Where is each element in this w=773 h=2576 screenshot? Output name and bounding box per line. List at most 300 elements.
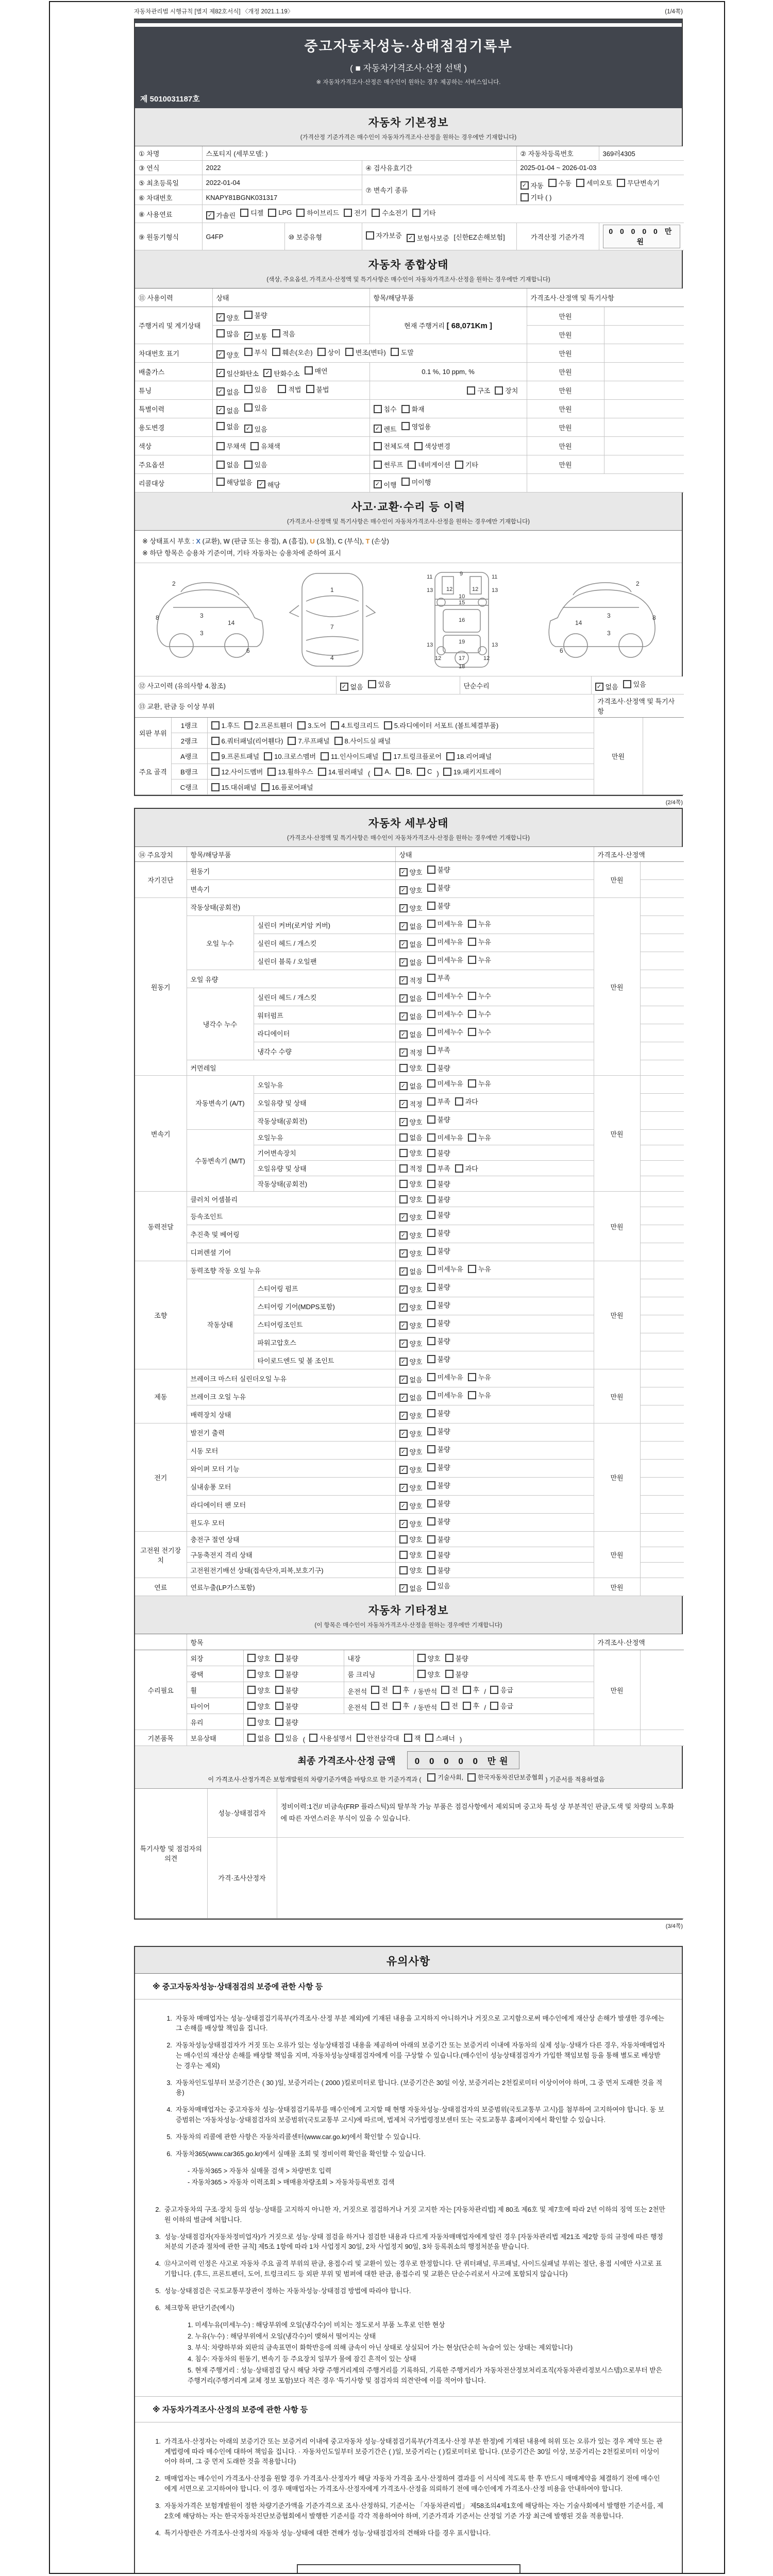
checkbox-과다[interactable] [455,1163,478,1173]
checkbox-없음[interactable] [399,1375,423,1384]
checkbox-있음[interactable] [368,679,391,689]
svg-text:8: 8 [652,614,656,621]
svg-text:2: 2 [635,580,640,587]
checkbox-누유[interactable] [468,1264,491,1274]
checkbox-양호[interactable] [399,1212,423,1222]
checkbox-5.라디에이터 서포트 (볼트체결부품)[interactable] [384,720,499,730]
checkbox-불량[interactable] [427,1318,450,1328]
checkbox-없음[interactable] [399,993,423,1003]
checkbox-양호[interactable] [399,1063,423,1073]
row-label: 내장 [344,1650,413,1666]
note-cell [604,381,684,400]
checkbox-도말[interactable] [391,347,414,357]
checkbox-box [368,680,376,688]
price-cell: 만원 [594,1369,640,1423]
checkbox-적정[interactable] [399,1047,423,1057]
checkbox-있음[interactable] [244,384,267,394]
item-label: 브레이크 오일 누유 [187,1387,395,1405]
checkbox-LPG[interactable] [268,209,292,217]
checkbox-가솔린[interactable] [206,210,236,220]
checkbox-label: 미세누유 [437,1392,463,1399]
checkbox-있음[interactable] [244,460,267,469]
checkbox-불량[interactable] [275,1701,298,1711]
checkbox-label: 미세누수 [437,1028,463,1036]
checkbox-불량[interactable] [427,1408,450,1418]
checkbox-box [288,737,296,745]
checkbox-label: 없음 [409,1013,423,1021]
checkbox-상이[interactable] [317,347,341,357]
checkbox-적정[interactable] [399,1099,423,1109]
checkbox-전기[interactable] [344,208,367,217]
checkbox-과다[interactable] [455,1096,478,1106]
checkbox-18.리어패널[interactable] [446,751,492,761]
checkbox-label: 양호 [409,1064,423,1072]
checkbox-미세누유[interactable] [427,1372,463,1382]
checkbox-label: 부식 [254,348,267,357]
checkbox-누유[interactable] [468,1372,491,1382]
checkbox-장치[interactable] [495,385,518,395]
checkbox-label: 양호 [257,1654,271,1663]
checkbox-썬루프[interactable] [374,460,404,469]
checkbox-전[interactable] [371,1685,388,1694]
base-price-value: 0 0 0 0 0 만원 [603,225,681,248]
checkbox-많음[interactable] [216,329,240,338]
checkbox-없음[interactable] [595,682,618,691]
checkbox-box [393,1702,401,1710]
checkbox-label: 후 [402,1702,410,1710]
caution-item: 3. 성능·상태점검자(자동차정비업자)가 거짓으로 성능·상태 점검을 하거나 점검한 내용과 다르게 자동차매매업자에게 알린 경우 [자동차관리법 제21조 제2항 등의 규정에 따른 행정처분의 기준과 절차에 관한 규칙] 제5조 1항에 따라 1차 사업정지 30일, 2차 사업정지 90일, 3차 등록취소의 행정처분을 받습니다. [155,2232,663,2251]
checkbox-불량[interactable] [427,1498,450,1508]
checkbox-label: 13.휠하우스 [278,768,313,776]
checkbox-1.후드[interactable] [211,720,240,730]
checkbox-기술사회,[interactable] [427,1773,463,1782]
checkbox-전[interactable] [441,1701,458,1710]
checkbox-없음[interactable] [399,1011,423,1021]
checkbox-양호[interactable] [399,1465,423,1475]
checkbox-box [455,1164,463,1173]
checkbox-렌트[interactable] [374,424,397,434]
checkbox-10.크로스멤버[interactable] [264,751,316,761]
item-label: 파워고압호스 [254,1333,395,1351]
checkbox-불량[interactable] [427,1228,450,1238]
checkbox-자가보증[interactable] [366,230,402,240]
checkbox-해당없음[interactable] [216,477,253,487]
detail-row [135,862,684,880]
checkbox-불량[interactable] [427,1063,450,1073]
checkbox-없음[interactable] [399,957,423,967]
checkbox-구조[interactable] [467,385,490,395]
checkbox-미세누수[interactable] [427,991,463,1001]
checkbox-label: 일산화탄소 [226,369,259,378]
checkbox-불량[interactable] [427,883,450,892]
checkbox-3.도어[interactable] [297,720,326,730]
field-value-vin: KNAPY81BGNK031317 [202,190,362,205]
checkbox-무단변속기[interactable] [617,178,660,188]
field-label: ① 차명 [135,146,202,161]
checkbox-label: 양호 [409,1322,423,1330]
checkbox-불량[interactable] [244,310,267,320]
checkbox-불량[interactable] [445,1653,468,1663]
item-label: 실내송풍 모터 [187,1478,395,1496]
checkbox-기타 ( )[interactable] [520,192,552,202]
checkbox-양호[interactable] [399,1320,423,1330]
col-header: 항목/해당부품 [369,289,527,307]
checkbox-없음[interactable] [399,1132,423,1142]
checkbox-불량[interactable] [427,865,450,874]
note-cell [640,1333,684,1351]
checkbox-box [576,179,584,187]
checkbox-14.필러패널[interactable] [318,767,363,776]
checkbox-해당[interactable] [257,480,280,489]
checkbox-box [216,329,225,337]
checkbox-양호[interactable] [399,1284,423,1294]
checkbox-미이행[interactable] [401,477,431,487]
checkbox-불량[interactable] [445,1669,468,1679]
checkbox-B,[interactable] [396,768,412,776]
checkbox-불량[interactable] [427,1336,450,1346]
checkbox-후[interactable] [463,1685,480,1694]
checkbox-수소전기[interactable] [372,208,408,217]
checkbox-불량[interactable] [275,1717,298,1727]
checkbox-box [211,737,220,745]
checkbox-box [427,1582,435,1590]
checkbox-없음[interactable] [216,387,240,397]
checkbox-box: ✓ [206,211,214,219]
checkbox-미세누수[interactable] [427,1009,463,1019]
item-label: 작동상태(공회전) [254,1176,395,1192]
checkbox-없음[interactable] [399,1029,423,1039]
checkbox-box [468,1373,476,1381]
checkbox-적법[interactable] [278,384,301,394]
price-header: 가격조사·산정액 및 특기사항 [594,694,684,718]
checkbox-label: 렌트 [383,425,397,433]
checkbox-없음[interactable] [399,939,423,949]
checkbox-양호[interactable] [399,1447,423,1456]
checkbox-양호[interactable] [399,1429,423,1438]
checkbox-누수[interactable] [468,1027,491,1037]
checkbox-안전삼각대[interactable] [357,1733,399,1743]
checkbox-양호[interactable] [399,1550,423,1560]
checkbox-디젤[interactable] [240,208,263,217]
warranty-type-checks [362,223,516,250]
checkbox-없음[interactable] [340,682,363,691]
checkbox-6.쿼터패널(리어휀다)[interactable] [211,736,283,745]
checkbox-스패너[interactable] [425,1733,455,1743]
checkbox-전[interactable] [371,1701,388,1710]
checkbox-label: 있음 [285,1734,298,1742]
checkbox-세미오토[interactable] [576,178,612,188]
checkbox-label: 양호 [409,1304,423,1312]
checkbox-8.사이드실 패널[interactable] [334,736,391,745]
caution-item: 3. 자동차가격은 보험개발원이 정한 차량기준가액을 기준가격으로 조사·산정하되, 기준서는 「자동차관리법」 제58조의4제1호에 해당하는 자는 기술사회에서 발행한 기준서를, 제2호에 해당하는 자는 한국자동차진단보증협회에서 발행한 기준서를 각각 적용하여야 하며, 기준가격과 기준서는 산정일 기준 가장 최근에 발행된 것을 적용합니다. [155,2501,664,2520]
checkbox-적정[interactable] [399,975,423,985]
detail-row [135,898,684,916]
inline-text: ) 기준서를 적용하였음 [545,1775,605,1783]
checkbox-영업용[interactable] [401,421,431,431]
checkbox-9.프론트패널[interactable] [211,751,260,761]
checkbox-label: 많음 [226,330,240,338]
checkbox-label: 불량 [437,1116,450,1124]
checkbox-label: 양호 [409,1412,423,1420]
checkbox-양호[interactable] [399,1565,423,1575]
checkbox-불량[interactable] [427,1534,450,1544]
checkbox-15.대쉬패널[interactable] [211,782,257,792]
checkbox-양호[interactable] [247,1653,271,1663]
checkbox-양호[interactable] [399,903,423,913]
checkbox-없음[interactable] [399,1393,423,1402]
checkbox-수동[interactable] [548,178,572,188]
checkbox-부식[interactable] [244,347,267,357]
checkbox-미세누유[interactable] [427,1078,463,1088]
document-frame [49,1,725,2574]
checkbox-양호[interactable] [247,1717,271,1727]
checkbox-양호[interactable] [399,1501,423,1511]
checkbox-적정[interactable] [399,1163,423,1173]
checkbox-불량[interactable] [427,1210,450,1219]
state-checks [395,1369,594,1387]
checkbox-변조(변타)[interactable] [345,347,386,357]
checkbox-잭[interactable] [404,1733,421,1743]
checkbox-탄화수소[interactable] [263,368,299,378]
checkbox-이행[interactable] [374,480,397,489]
checkbox-부족[interactable] [427,1096,450,1106]
cautions-title: 유의사항 [386,1955,431,1968]
checkbox-유채색[interactable] [250,441,280,451]
document-number: 제 5010031187호 [140,95,200,104]
checkbox-불량[interactable] [427,1300,450,1310]
checkbox-한국자동차진단보증협회[interactable] [467,1773,544,1782]
checkbox-C[interactable] [417,768,432,776]
checkbox-label: 누유 [478,1134,491,1142]
checkbox-사용설명서[interactable] [309,1733,352,1743]
checkbox-양호[interactable] [399,1534,423,1544]
checkbox-전체도색[interactable] [374,441,410,451]
checkbox-있음[interactable] [275,1733,298,1743]
price-cell: 만원 [594,1192,640,1261]
checkbox-17.트렁크플로어[interactable] [383,751,441,761]
checkbox-label: 누유 [478,938,491,946]
checkbox-미세누유[interactable] [427,1390,463,1400]
checkbox-16.플로어패널[interactable] [261,782,313,792]
checkbox-전[interactable] [441,1685,458,1694]
checkbox-누유[interactable] [468,1132,491,1142]
checkbox-양호[interactable] [399,1148,423,1158]
row-label: 주행거리 및 계기상태 [135,307,212,344]
checkbox-있음[interactable] [623,679,646,689]
checkbox-없음[interactable] [399,1081,423,1091]
checkbox-box: ✓ [257,480,265,488]
checkbox-box [399,1149,408,1157]
checkbox-없음[interactable] [399,1583,423,1593]
checkbox-box [247,1702,256,1710]
checkbox-적음[interactable] [272,329,295,338]
checkbox-불량[interactable] [427,1194,450,1204]
checkbox-box [427,1391,435,1399]
checkbox-미세누유[interactable] [427,919,463,928]
checkbox-양호[interactable] [247,1701,271,1711]
checkbox-양호[interactable] [247,1685,271,1695]
checkbox-box [371,1702,379,1710]
checkbox-있음[interactable] [427,1581,450,1590]
checkbox-19.패키지트레이[interactable] [443,767,501,776]
checkbox-box [427,1010,435,1018]
checkbox-12.사이드멤버[interactable] [211,767,263,776]
checkbox-7.루프패널[interactable] [288,736,329,745]
checkbox-미세누유[interactable] [427,1264,463,1274]
checkbox-누유[interactable] [468,937,491,946]
checkbox-양호[interactable] [399,1194,423,1204]
checkbox-불량[interactable] [275,1669,298,1679]
checkbox-없음[interactable] [216,460,240,469]
checkbox-기타[interactable] [455,460,478,469]
checkbox-불량[interactable] [275,1653,298,1663]
checkbox-미세누유[interactable] [427,1132,463,1142]
inline-text: ) [436,769,439,777]
checkbox-매연[interactable] [305,366,328,376]
checkbox-불량[interactable] [427,1462,450,1472]
checkbox-불량[interactable] [427,1114,450,1124]
checkbox-불량[interactable] [427,1282,450,1292]
checkbox-없음[interactable] [216,421,240,431]
checkbox-양호[interactable] [417,1669,441,1679]
checkbox-4.트렁크리드[interactable] [331,720,379,730]
checkbox-양호[interactable] [247,1669,271,1679]
checkbox-13.휠하우스[interactable] [267,767,313,776]
checkbox-있음[interactable] [244,403,267,413]
note-cell [640,1730,684,1746]
checkbox-하이브리드[interactable] [296,208,339,217]
checkbox-보통[interactable] [244,331,267,341]
checkbox-누수[interactable] [468,991,491,1001]
checkbox-양호[interactable] [399,1483,423,1493]
checkbox-후[interactable] [463,1701,480,1710]
checkbox-누유[interactable] [468,919,491,928]
checkbox-부족[interactable] [427,1045,450,1055]
checkbox-양호[interactable] [399,1338,423,1348]
checkbox-불량[interactable] [427,1565,450,1575]
checkbox-일산화탄소[interactable] [216,368,259,378]
checkbox-미세누유[interactable] [427,937,463,946]
checkbox-불량[interactable] [427,901,450,910]
checkbox-불량[interactable] [427,1516,450,1526]
checkbox-기타[interactable] [412,208,435,217]
checkbox-부족[interactable] [427,1163,450,1173]
checkbox-양호[interactable] [399,1519,423,1529]
checkbox-label: 없음 [409,1268,423,1276]
checkbox-A,[interactable] [374,768,391,776]
checkbox-불량[interactable] [427,1444,450,1454]
state-checks [395,1333,594,1351]
checkbox-양호[interactable] [399,1117,423,1127]
checkbox-없음[interactable] [216,405,240,415]
checkbox-없음[interactable] [399,921,423,931]
checkbox-무채색[interactable] [216,441,246,451]
checkbox-자동[interactable] [520,180,544,190]
checkbox-응급[interactable] [490,1701,513,1710]
checkbox-미세누수[interactable] [427,1027,463,1037]
checkbox-양호[interactable] [417,1653,441,1663]
checkbox-box [427,1301,435,1309]
checkbox-box [372,209,380,217]
checkbox-양호[interactable] [216,313,240,323]
checkbox-양호[interactable] [399,885,423,895]
checkbox-부족[interactable] [427,973,450,982]
checkbox-불량[interactable] [427,1354,450,1364]
checkbox-box [427,938,435,946]
item-label: 디퍼렌셜 기어 [187,1243,395,1261]
checkbox-불량[interactable] [427,1179,450,1189]
checkbox-없음[interactable] [247,1733,271,1743]
item-label: 오일누유 [254,1130,395,1145]
item-label: 작동상태(공회전) [187,898,395,916]
checkbox-양호[interactable] [399,1302,423,1312]
checkbox-누수[interactable] [468,1009,491,1019]
checkbox-label: 사용설명서 [320,1734,352,1742]
checkbox-box [267,768,276,776]
checkbox-양호[interactable] [399,1248,423,1258]
checkbox-label: 미세누유 [437,1265,463,1273]
checkbox-불량[interactable] [427,1426,450,1436]
checkbox-box [244,348,253,356]
checkbox-box [396,768,404,776]
checkbox-양호[interactable] [399,1179,423,1189]
checkbox-보험사보증[interactable] [407,233,449,243]
checkbox-불량[interactable] [427,1550,450,1560]
checkbox-불량[interactable] [275,1685,298,1695]
checkbox-침수[interactable] [374,404,397,414]
checkbox-양호[interactable] [399,1411,423,1420]
checkbox-label: 부족 [437,974,450,982]
checkbox-누유[interactable] [468,1390,491,1400]
checkbox-label: 화재 [411,405,425,413]
checkbox-색상변경[interactable] [414,441,450,451]
checkbox-box [455,1097,463,1106]
checkbox-없음[interactable] [399,1266,423,1276]
checkbox-훼손(오손)[interactable] [272,347,313,357]
repair-needed-label: 수리필요 [135,1650,187,1730]
checkbox-불량[interactable] [427,1480,450,1490]
recall-done-checks [369,474,527,493]
checkbox-양호[interactable] [399,867,423,877]
checkbox-11.인사이드패널[interactable] [321,751,378,761]
checkbox-누유[interactable] [468,1078,491,1088]
mileage-value: [ 68,071Km ] [446,321,492,330]
checkbox-불량[interactable] [427,1148,450,1158]
checkbox-네비게이션[interactable] [408,460,450,469]
checkbox-양호[interactable] [399,1357,423,1366]
section-comp-subtitle: (색상, 주요옵션, 가격조사·산정액 및 특기사항은 매수인이 자동차가격조사·산정을 원하는 경우에만 기재합니다) [266,277,550,283]
recall-checks [212,474,369,493]
checkbox-누유[interactable] [468,955,491,964]
checkbox-불법[interactable] [306,384,329,394]
rankA-checks [207,749,594,764]
symbol-meaning: (부식), [344,537,366,545]
option-type-checks [369,455,527,474]
section-basic-title: 자동차 기본정보 [368,117,449,129]
checkbox-후[interactable] [393,1685,410,1694]
checkbox-화재[interactable] [401,404,425,414]
price-cell: 만원 [594,1423,640,1532]
checkbox-미세누유[interactable] [427,955,463,964]
outer-panel-label: 외판 부위 [135,718,171,749]
checkbox-2.프론트휀더[interactable] [244,720,293,730]
checkbox-불량[interactable] [427,1246,450,1256]
checkbox-양호[interactable] [216,350,240,360]
checkbox-후[interactable] [393,1701,410,1710]
checkbox-응급[interactable] [490,1685,513,1694]
checkbox-양호[interactable] [399,1230,423,1240]
checkbox-있음[interactable] [244,424,267,434]
